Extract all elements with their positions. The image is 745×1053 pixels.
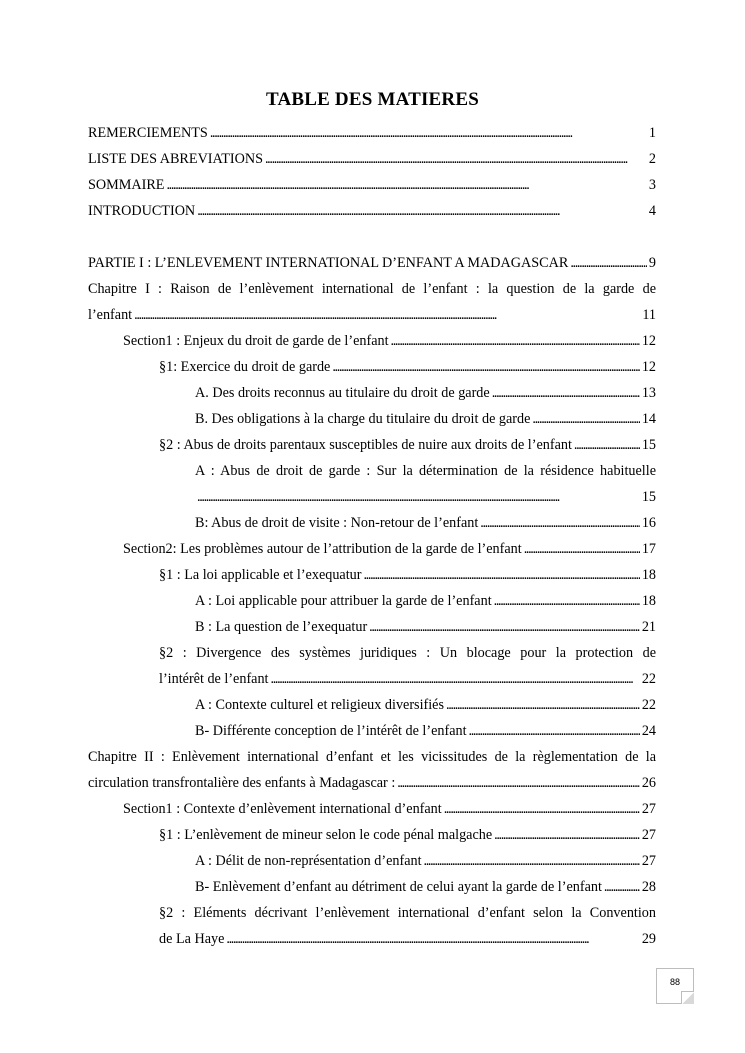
toc-entry[interactable]: B : La question de l’exequatur . . . 21: [88, 614, 656, 640]
page-number-box: [656, 968, 694, 1004]
toc-entry[interactable]: §1 : L’enlèvement de mineur selon le code pénal malgache . . . 27: [88, 822, 656, 848]
toc-entry-wrap-second[interactable]: l’enfant . . . 11: [88, 302, 656, 328]
toc-entry[interactable]: SOMMAIRE . . . 3: [88, 172, 656, 198]
toc-entry[interactable]: B: Abus de droit de visite : Non-retour de l’enfant . . . 16: [88, 510, 656, 536]
toc-entry[interactable]: REMERCIEMENTS . . . 1: [88, 120, 656, 146]
toc-entry[interactable]: PARTIE I : L’ENLEVEMENT INTERNATIONAL D’ENFANT A MADAGASCAR . . . 9: [88, 250, 656, 276]
toc-entry-wrap-second[interactable]: . . . 15: [88, 484, 656, 510]
toc-entry-wrap-first[interactable]: Chapitre II : Enlèvement international d’enfant et les vicissitudes de la règlementation de la: [88, 749, 656, 765]
toc-entry-wrap-second[interactable]: circulation transfrontalière des enfants à Madagascar : . . . 26: [88, 770, 656, 796]
toc-entry[interactable]: §2 : Abus de droits parentaux susceptibles de nuire aux droits de l’enfant . . . 15: [88, 432, 656, 458]
toc-entry[interactable]: B- Enlèvement d’enfant au détriment de celui ayant la garde de l’enfant . . . 28: [88, 874, 656, 900]
toc-entry[interactable]: Section2: Les problèmes autour de l’attribution de la garde de l’enfant . . . 17: [88, 536, 656, 562]
toc-entry[interactable]: Section1 : Contexte d’enlèvement international d’enfant . . . 27: [88, 796, 656, 822]
page-title: TABLE DES MATIERES: [265, 89, 479, 110]
toc-entry[interactable]: §1 : La loi applicable et l’exequatur . . . 18: [88, 562, 656, 588]
toc-entry[interactable]: B- Différente conception de l’intérêt de l’enfant . . . 24: [88, 718, 656, 744]
toc-entry-wrap-first[interactable]: A : Abus de droit de garde : Sur la détermination de la résidence habituelle: [195, 463, 656, 479]
toc-entry[interactable]: LISTE DES ABREVIATIONS . . . 2: [88, 146, 656, 172]
toc-entry[interactable]: A : Contexte culturel et religieux diversifiés . . . 22: [88, 692, 656, 718]
toc-entry-wrap-first[interactable]: §2 : Eléments décrivant l’enlèvement international d’enfant selon la Convention: [159, 905, 656, 921]
toc-entry[interactable]: A. Des droits reconnus au titulaire du droit de garde . . . 13: [88, 380, 656, 406]
page-number: 88: [669, 977, 680, 987]
toc-entry[interactable]: B. Des obligations à la charge du titulaire du droit de garde . . . 14: [88, 406, 656, 432]
toc-entry[interactable]: Section1 : Enjeux du droit de garde de l’enfant . . . 12: [88, 328, 656, 354]
toc-entry[interactable]: A : Délit de non-représentation d’enfant . . . 27: [88, 848, 656, 874]
page-curl-icon: [681, 991, 694, 1004]
toc-entry[interactable]: A : Loi applicable pour attribuer la garde de l’enfant . . . 18: [88, 588, 656, 614]
toc-entry-wrap-first[interactable]: Chapitre I : Raison de l’enlèvement international de l’enfant : la question de la garde de: [88, 281, 656, 297]
table-of-contents: [88, 120, 656, 952]
toc-entry[interactable]: §1: Exercice du droit de garde . . . 12: [88, 354, 656, 380]
toc-entry-wrap-first[interactable]: §2 : Divergence des systèmes juridiques : Un blocage pour la protection de: [159, 645, 656, 661]
toc-entry-wrap-second[interactable]: de La Haye . . . 29: [88, 926, 656, 952]
toc-entry-wrap-second[interactable]: l’intérêt de l’enfant . . . 22: [88, 666, 656, 692]
toc-entry[interactable]: INTRODUCTION . . . 4: [88, 198, 656, 224]
